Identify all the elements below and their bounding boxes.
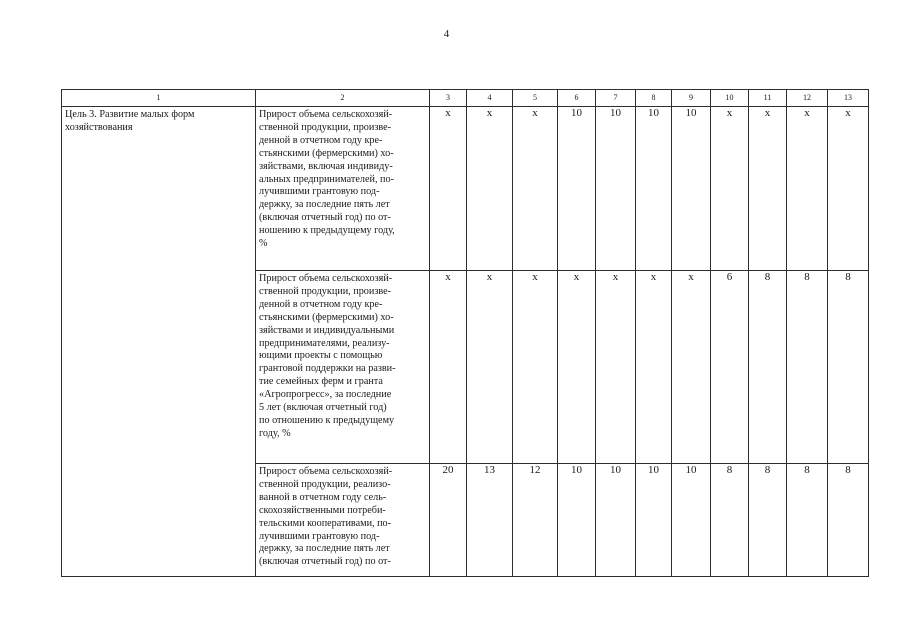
header-cell: 6 (558, 90, 596, 107)
value-cell: x (711, 107, 749, 271)
value-cell: 10 (672, 107, 711, 271)
value-cell: x (558, 271, 596, 464)
header-cell: 7 (596, 90, 636, 107)
indicator-text: Прирост объема сельскохозяй- ственной продукции, произве- денной в отчетном году кре- стьянскими (фермерскими) хо- зяйствами и индивидуальными предпринимателями, реализу- ющими проекты с помощью грантовой поддержки на разви- тие семейных ферм и гранта «Агропрогресс», за последние 5 лет (включая отчетный год) по отношению к предыдущему году, % (259, 273, 396, 439)
header-row (62, 90, 869, 107)
value-cell: x (467, 107, 513, 271)
value-cell: 10 (558, 107, 596, 271)
value-cell: x (513, 271, 558, 464)
value-cell: 8 (711, 464, 749, 577)
indicator-cell (256, 271, 430, 464)
page-number: 4 (443, 28, 450, 40)
indicator-text: Прирост объема сельскохозяй- ственной продукции, реализо- ванной в отчетном году сель- скохозяйственными потреби- тельскими кооперативами, по- лучившими грантовую под- держку, за последние пять лет (включая отчетный год) по от- (259, 466, 393, 568)
header-cell: 12 (787, 90, 828, 107)
value-cell: 10 (596, 107, 636, 271)
header-cell: 8 (636, 90, 672, 107)
value-cell: 10 (558, 464, 596, 577)
value-cell: 20 (430, 464, 467, 577)
value-cell: 8 (828, 271, 869, 464)
value-cell: 13 (467, 464, 513, 577)
header-cell: 4 (467, 90, 513, 107)
value-cell: x (513, 107, 558, 271)
indicator-cell (256, 464, 430, 577)
header-cell: 13 (828, 90, 869, 107)
value-cell: x (430, 107, 467, 271)
value-cell: 8 (749, 271, 787, 464)
indicator-text: Прирост объема сельскохозяй- ственной продукции, произве- денной в отчетном году кре- стьянскими (фермерскими) хо- зяйствами, включая индивиду- альных предпринимателей, по- лучившими грантовую под- держку, за последние пять лет (включая отчетный год) по от- ношению к предыдущему году, % (259, 109, 395, 250)
header-cell: 11 (749, 90, 787, 107)
value-cell: x (672, 271, 711, 464)
value-cell: x (430, 271, 467, 464)
goal-text: Цель 3. Развитие малых форм хозяйствования (65, 109, 195, 133)
value-cell: 12 (513, 464, 558, 577)
header-cell: 2 (256, 90, 430, 107)
value-cell: 8 (828, 464, 869, 577)
header-cell: 1 (62, 90, 256, 107)
value-cell: 10 (636, 464, 672, 577)
value-cell: 8 (749, 464, 787, 577)
value-cell: x (596, 271, 636, 464)
value-cell: x (828, 107, 869, 271)
value-cell: x (467, 271, 513, 464)
indicators-table (61, 89, 869, 577)
goal-cell (62, 107, 256, 577)
header-cell: 5 (513, 90, 558, 107)
value-cell: x (787, 107, 828, 271)
value-cell: 8 (787, 464, 828, 577)
header-cell: 9 (672, 90, 711, 107)
value-cell: x (636, 271, 672, 464)
header-cell: 3 (430, 90, 467, 107)
table-row (62, 107, 869, 271)
value-cell: 10 (636, 107, 672, 271)
value-cell: 10 (672, 464, 711, 577)
indicator-cell (256, 107, 430, 271)
value-cell: 10 (596, 464, 636, 577)
value-cell: x (749, 107, 787, 271)
value-cell: 6 (711, 271, 749, 464)
value-cell: 8 (787, 271, 828, 464)
header-cell: 10 (711, 90, 749, 107)
